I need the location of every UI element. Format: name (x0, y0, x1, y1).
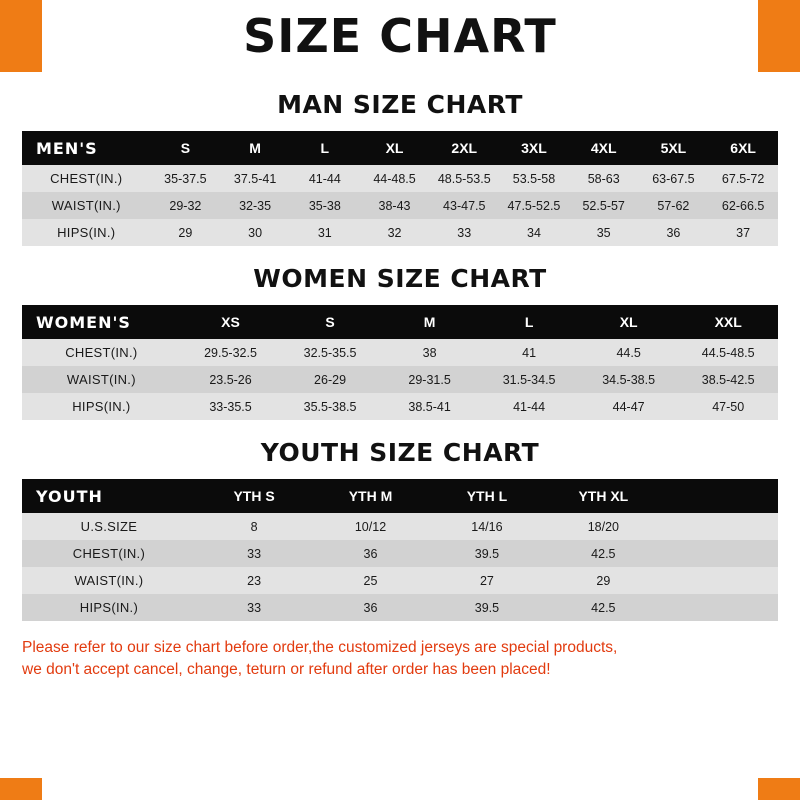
table-header-row (22, 305, 778, 339)
youth-row-label-waist: WAIST(IN.) (22, 567, 196, 594)
man-header-xl: XL (360, 131, 430, 165)
cell: 42.5 (545, 540, 661, 567)
women-row-label-chest: CHEST(IN.) (22, 339, 181, 366)
cell: 38 (380, 339, 480, 366)
table-row (22, 513, 778, 540)
cell: 52.5-57 (569, 192, 639, 219)
cell (662, 540, 778, 567)
cell: 35.5-38.5 (280, 393, 380, 420)
cell: 37 (708, 219, 778, 246)
header-banner-inner (42, 0, 758, 72)
cell: 42.5 (545, 594, 661, 621)
cell: 33 (196, 594, 312, 621)
cell: 58-63 (569, 165, 639, 192)
cell: 36 (312, 540, 428, 567)
cell: 10/12 (312, 513, 428, 540)
youth-row-label-hips: HIPS(IN.) (22, 594, 196, 621)
table-header-row (22, 479, 778, 513)
women-header-xxl: XXL (678, 305, 778, 339)
women-header-label: WOMEN'S (22, 305, 181, 339)
women-row-label-waist: WAIST(IN.) (22, 366, 181, 393)
cell: 38-43 (360, 192, 430, 219)
table-row (22, 393, 778, 420)
cell: 31.5-34.5 (479, 366, 579, 393)
cell: 32.5-35.5 (280, 339, 380, 366)
table-row (22, 594, 778, 621)
cell: 34 (499, 219, 569, 246)
table-row (22, 540, 778, 567)
women-section-title: WOMEN SIZE CHART (253, 264, 547, 293)
man-row-label-waist: WAIST(IN.) (22, 192, 151, 219)
table-row (22, 219, 778, 246)
man-header-l: L (290, 131, 360, 165)
cell: 39.5 (429, 594, 545, 621)
man-header-label: MEN'S (22, 131, 151, 165)
man-row-label-hips: HIPS(IN.) (22, 219, 151, 246)
cell: 33-35.5 (181, 393, 281, 420)
man-header-2xl: 2XL (429, 131, 499, 165)
man-header-5xl: 5XL (639, 131, 709, 165)
man-section-title: MAN SIZE CHART (277, 90, 523, 119)
man-header-6xl: 6XL (708, 131, 778, 165)
women-header-m: M (380, 305, 480, 339)
cell: 48.5-53.5 (429, 165, 499, 192)
cell: 8 (196, 513, 312, 540)
cell: 36 (312, 594, 428, 621)
youth-header-label: YOUTH (22, 479, 196, 513)
cell: 29-31.5 (380, 366, 480, 393)
table-header-row (22, 131, 778, 165)
cell: 35-37.5 (151, 165, 221, 192)
cell: 57-62 (639, 192, 709, 219)
cell: 44-47 (579, 393, 679, 420)
cell: 44.5-48.5 (678, 339, 778, 366)
youth-size-table (22, 479, 778, 621)
cell: 62-66.5 (708, 192, 778, 219)
cell: 67.5-72 (708, 165, 778, 192)
youth-header-m: YTH M (312, 479, 428, 513)
table-row (22, 165, 778, 192)
section-man (0, 90, 800, 246)
man-header-s: S (151, 131, 221, 165)
disclaimer-line-2: we don't accept cancel, change, teturn or refund after order has been placed! (22, 661, 551, 679)
cell: 63-67.5 (639, 165, 709, 192)
women-header-l: L (479, 305, 579, 339)
page-title: SIZE CHART (243, 9, 557, 63)
footer-banner (0, 778, 800, 800)
women-header-xs: XS (181, 305, 281, 339)
women-header-xl: XL (579, 305, 679, 339)
table-row (22, 339, 778, 366)
youth-header-blank (662, 479, 778, 513)
cell: 23.5-26 (181, 366, 281, 393)
table-row (22, 567, 778, 594)
cell: 33 (429, 219, 499, 246)
man-size-table (22, 131, 778, 246)
cell: 18/20 (545, 513, 661, 540)
cell: 39.5 (429, 540, 545, 567)
cell: 47.5-52.5 (499, 192, 569, 219)
cell: 32-35 (220, 192, 290, 219)
cell: 35 (569, 219, 639, 246)
youth-row-label-ussize: U.S.SIZE (22, 513, 196, 540)
cell (662, 567, 778, 594)
cell: 41-44 (290, 165, 360, 192)
cell: 44-48.5 (360, 165, 430, 192)
man-header-m: M (220, 131, 290, 165)
cell: 41-44 (479, 393, 579, 420)
cell: 29-32 (151, 192, 221, 219)
youth-header-xl: YTH XL (545, 479, 661, 513)
women-header-s: S (280, 305, 380, 339)
cell: 14/16 (429, 513, 545, 540)
youth-row-label-chest: CHEST(IN.) (22, 540, 196, 567)
man-header-4xl: 4XL (569, 131, 639, 165)
women-row-label-hips: HIPS(IN.) (22, 393, 181, 420)
footer-banner-inner (42, 778, 758, 800)
cell: 38.5-42.5 (678, 366, 778, 393)
cell: 47-50 (678, 393, 778, 420)
cell (662, 594, 778, 621)
cell: 29.5-32.5 (181, 339, 281, 366)
cell: 29 (151, 219, 221, 246)
cell: 38.5-41 (380, 393, 480, 420)
cell (662, 513, 778, 540)
youth-section-title: YOUTH SIZE CHART (260, 438, 540, 467)
section-women (0, 264, 800, 420)
women-size-table (22, 305, 778, 420)
cell: 29 (545, 567, 661, 594)
cell: 25 (312, 567, 428, 594)
section-youth (0, 438, 800, 621)
cell: 41 (479, 339, 579, 366)
cell: 35-38 (290, 192, 360, 219)
cell: 34.5-38.5 (579, 366, 679, 393)
cell: 30 (220, 219, 290, 246)
cell: 53.5-58 (499, 165, 569, 192)
disclaimer-line-1: Please refer to our size chart before order,the customized jerseys are special products, (22, 639, 618, 656)
cell: 32 (360, 219, 430, 246)
table-row (22, 192, 778, 219)
disclaimer-note (22, 637, 778, 682)
youth-header-s: YTH S (196, 479, 312, 513)
table-row (22, 366, 778, 393)
cell: 44.5 (579, 339, 679, 366)
cell: 26-29 (280, 366, 380, 393)
man-header-3xl: 3XL (499, 131, 569, 165)
youth-header-l: YTH L (429, 479, 545, 513)
cell: 37.5-41 (220, 165, 290, 192)
man-row-label-chest: CHEST(IN.) (22, 165, 151, 192)
header-banner (0, 0, 800, 72)
cell: 23 (196, 567, 312, 594)
cell: 33 (196, 540, 312, 567)
cell: 43-47.5 (429, 192, 499, 219)
cell: 27 (429, 567, 545, 594)
cell: 31 (290, 219, 360, 246)
cell: 36 (639, 219, 709, 246)
